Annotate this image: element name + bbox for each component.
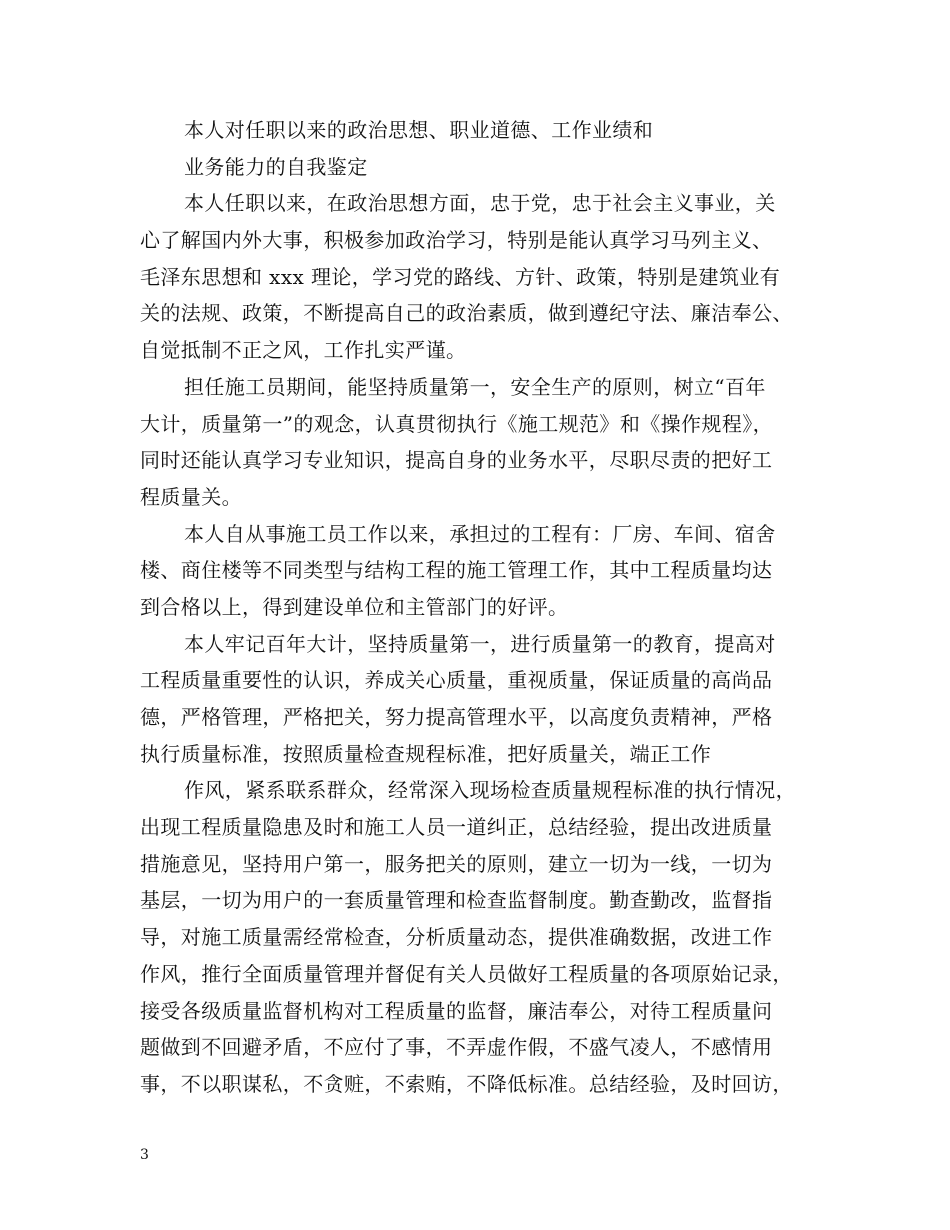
text-line: 毛泽东思想和 xxx 理论，学习党的路线、方针、政策，特别是建筑业有 — [140, 264, 781, 289]
text-line: 作风，紧系联系群众，经常深入现场检查质量规程标准的执行情况， — [184, 778, 796, 803]
text-line: 事，不以职谋私，不贪赃，不索贿，不降低标准。总结经验，及时回访， — [140, 1071, 793, 1096]
text-line: 本人自从事施工员工作以来，承担过的工程有：厂房、车间、宿舍 — [184, 521, 776, 546]
text-line: 题做到不回避矛盾，不应付了事，不弄虚作假，不盛气凌人，不感情用 — [140, 1035, 773, 1060]
text-line: 关的法规、政策，不断提高自己的政治素质，做到遵纪守法、廉洁奉公、 — [140, 301, 793, 326]
text-line: 业务能力的自我鉴定 — [184, 154, 368, 179]
text-line: 德，严格管理，严格把关，努力提高管理水平，以高度负责精神，严格 — [140, 705, 773, 729]
text-line: 导，对施工质量需经常检查，分析质量动态，提供准确数据，改进工作 — [140, 925, 773, 950]
text-line: 工程质量重要性的认识，养成关心质量，重视质量，保证质量的高尚品 — [140, 668, 773, 693]
text-line: 楼、商住楼等不同类型与结构工程的施工管理工作，其中工程质量均达 — [140, 558, 773, 583]
page-number: 3 — [140, 1147, 149, 1163]
text-line: 本人对任职以来的政治思想、职业道德、工作业绩和 — [184, 118, 654, 142]
text-line: 执行质量标准，按照质量检查规程标准，把好质量关，端正工作 — [140, 741, 712, 766]
text-line: 到合格以上，得到建设单位和主管部门的好评。 — [140, 594, 569, 619]
text-line: 出现工程质量隐患及时和施工人员一道纠正，总结经验，提出改进质量 — [140, 815, 773, 840]
text-line: 作风，推行全面质量管理并督促有关人员做好工程质量的各项原始记录， — [140, 961, 793, 986]
text-line: 担任施工员期间，能坚持质量第一，安全生产的原则，树立“百年 — [184, 374, 766, 399]
text-line: 程质量关。 — [140, 484, 242, 509]
text-line: 大计，质量第一”的观念，认真贯彻执行《施工规范》和《操作规程》， — [140, 411, 774, 436]
text-line: 心了解国内外大事，积极参加政治学习，特别是能认真学习马列主义、 — [140, 228, 773, 253]
text-line: 基层，一切为用户的一套质量管理和检查监督制度。勤查勤改，监督指 — [140, 888, 773, 913]
text-line: 本人任职以来，在政治思想方面，忠于党，忠于社会主义事业，关 — [184, 191, 776, 216]
text-line: 本人牢记百年大计，坚持质量第一，进行质量第一的教育，提高对 — [184, 631, 776, 656]
document-body — [140, 112, 830, 1103]
text-line: 接受各级质量监督机构对工程质量的监督，廉洁奉公，对待工程质量问 — [140, 998, 773, 1023]
text-line: 同时还能认真学习专业知识，提高自身的业务水平，尽职尽责的把好工 — [140, 448, 773, 473]
text-line: 自觉抵制不正之风，工作扎实严谨。 — [140, 338, 467, 363]
text-line: 措施意见，坚持用户第一，服务把关的原则，建立一切为一线，一切为 — [140, 851, 773, 876]
